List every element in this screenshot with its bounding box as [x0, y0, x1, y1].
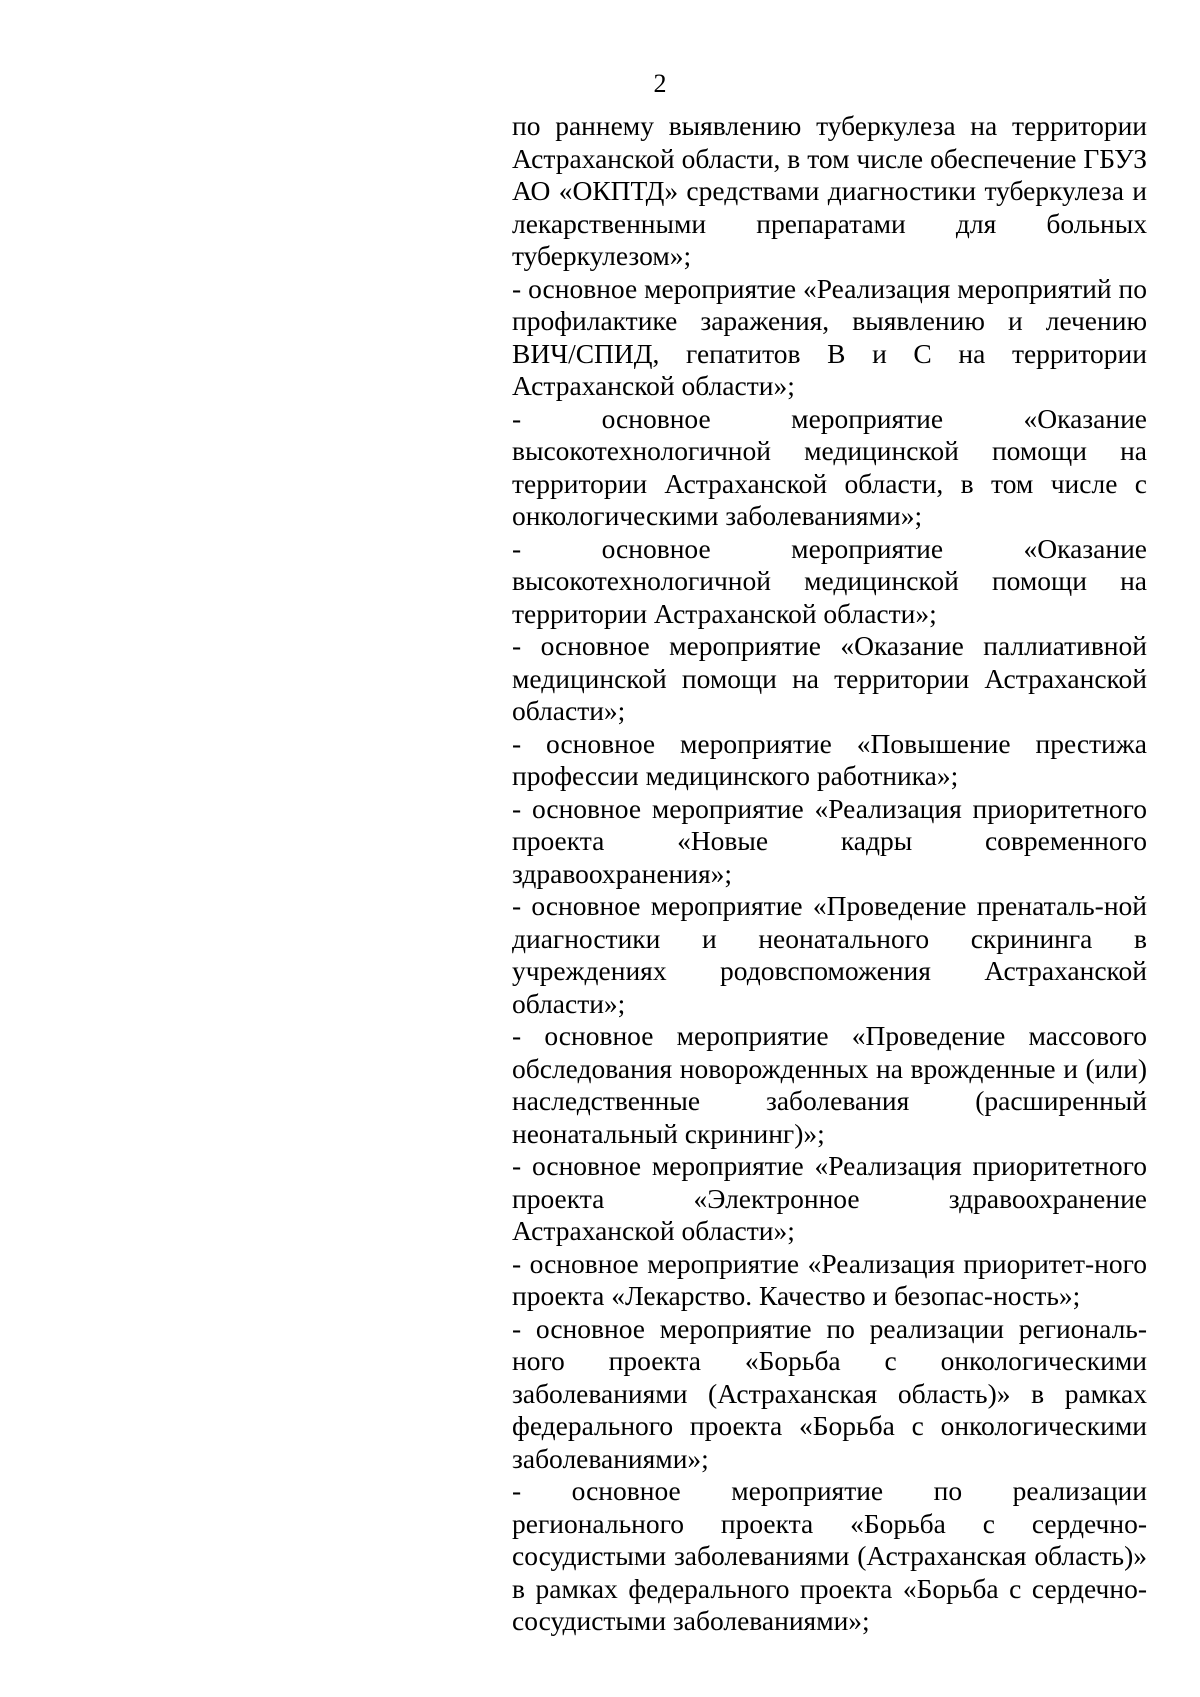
paragraph: - основное мероприятие «Реализация приоритет-ного проекта «Лекарство. Качество и безопас-ность»;	[512, 1247, 1147, 1311]
paragraph: - основное мероприятие по реализации регионального проекта «Борьба с сердечно-сосудистыми заболеваниями (Астраханская область)» в рамках федерального проекта «Борьба с сердечно-сосудистыми заболеваниями»;	[512, 1475, 1147, 1636]
paragraph: - основное мероприятие «Оказание высокотехнологичной медицинской помощи на территории Астраханской области»;	[512, 532, 1147, 629]
paragraph: - основное мероприятие «Оказание высокотехнологичной медицинской помощи на территории Астраханской области, в том числе с онкологическими заболеваниями»;	[512, 402, 1147, 531]
paragraph: - основное мероприятие «Проведение массового обследования новорожденных на врожденные и (или) наследственные заболевания (расширенный неонатальный скрининг)»;	[512, 1020, 1147, 1149]
page-number: 2	[653, 69, 667, 98]
paragraph: - основное мероприятие «Повышение престижа профессии медицинского работника»;	[512, 727, 1147, 791]
document-body	[512, 110, 1147, 1638]
paragraph: - основное мероприятие «Проведение пренаталь-ной диагностики и неонатального скрининга в учреждениях родовспоможения Астраханской области»;	[512, 890, 1147, 1019]
paragraph: - основное мероприятие «Реализация приоритетного проекта «Электронное здравоохранение Астраханской области»;	[512, 1150, 1147, 1246]
paragraph: по раннему выявлению туберкулеза на территории Астраханской области, в том числе обеспечение ГБУЗ АО «ОКПТД» средствами диагностики туберкулеза и лекарственными препаратами для больных туберкулезом»;	[512, 110, 1147, 271]
paragraph: - основное мероприятие по реализации региональ-ного проекта «Борьба с онкологическими заболеваниями (Астраханская область)» в рамках федерального проекта «Борьба с онкологическими заболеваниями»;	[512, 1312, 1147, 1474]
paragraph: - основное мероприятие «Реализация мероприятий по профилактике заражения, выявлению и лечению ВИЧ/СПИД, гепатитов В и С на территории Астраханской области»;	[512, 272, 1147, 401]
paragraph: - основное мероприятие «Реализация приоритетного проекта «Новые кадры современного здравоохранения»;	[512, 792, 1147, 889]
paragraph: - основное мероприятие «Оказание паллиативной медицинской помощи на территории Астраханской области»;	[512, 630, 1147, 726]
